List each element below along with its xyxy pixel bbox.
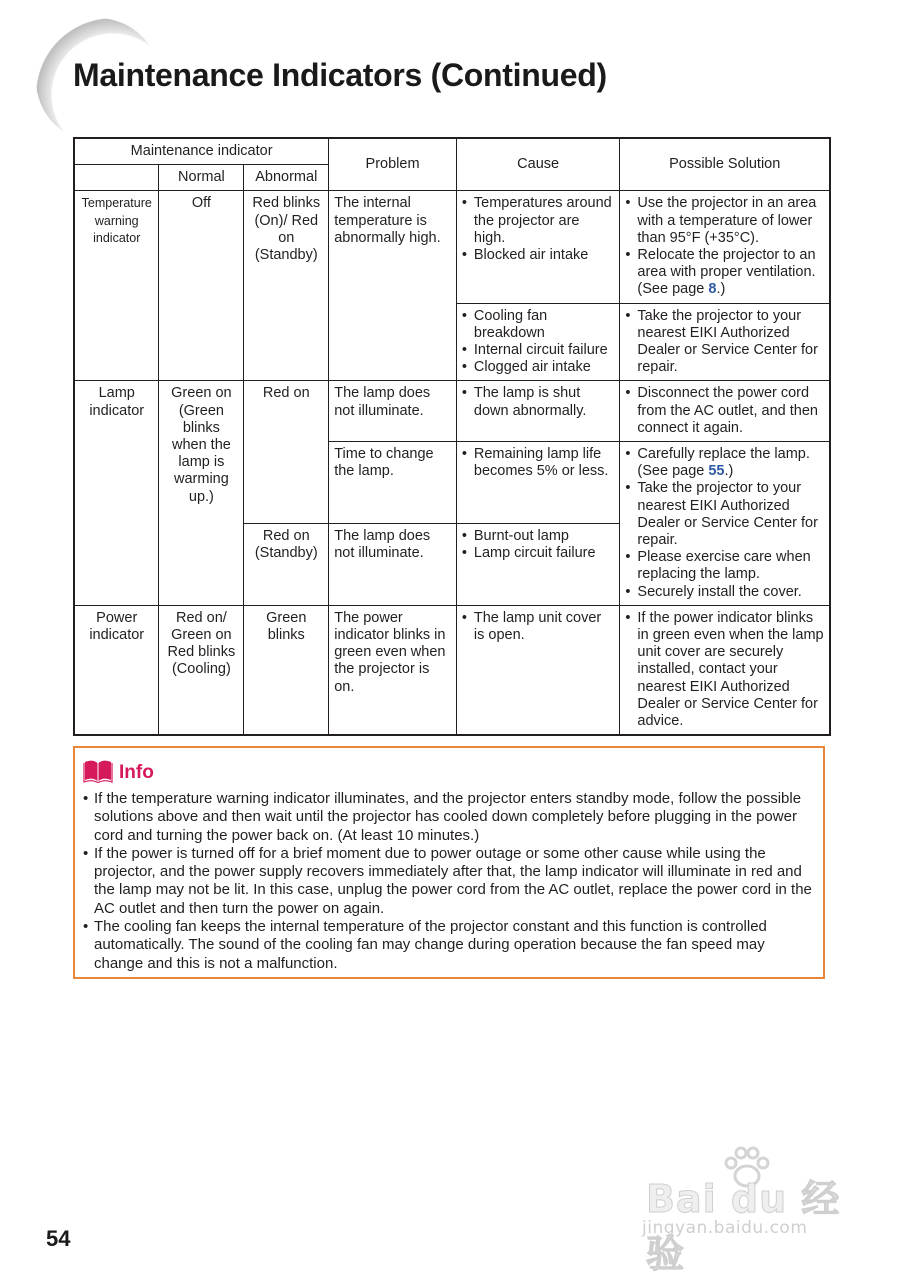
cause-lamp-1 — [456, 381, 620, 442]
solution-temperature-1 — [620, 191, 830, 303]
list-item: • Disconnect the power cord from the AC outlet, and then connect it again. — [625, 385, 824, 437]
book-icon — [83, 759, 113, 788]
watermark-brand: Bai du 经验 — [646, 1177, 841, 1276]
solution-temperature-2 — [620, 303, 830, 381]
maintenance-table — [73, 137, 831, 736]
watermark — [640, 1168, 850, 1276]
indicator-power: Power indicator — [74, 605, 159, 735]
list-item: • Relocate the projector to an area with proper ventilation. (See page 8.) — [625, 247, 824, 299]
normal-lamp: Green on (Green blinks when the lamp is warming up.) — [159, 381, 244, 605]
header-problem: Problem — [329, 138, 457, 191]
list-item: • The lamp is shut down abnormally. — [462, 385, 615, 419]
problem-power: The power indicator blinks in green even when the projector is on. — [329, 605, 457, 735]
list-item: • Burnt-out lamp — [462, 528, 615, 545]
cause-lamp-3 — [456, 523, 620, 605]
solution-lamp-1 — [620, 381, 830, 442]
list-item: • Use the projector in an area with a temperature of lower than 95°F (+35°C). — [625, 195, 824, 247]
normal-temperature: Off — [159, 191, 244, 381]
problem-temperature: The internal temperature is abnormally high. — [329, 191, 457, 381]
cause-temperature-2 — [456, 303, 620, 381]
info-box — [73, 746, 825, 979]
list-item: • Lamp circuit failure — [462, 545, 615, 562]
header-normal: Normal — [159, 165, 244, 191]
cause-temperature-1 — [456, 191, 620, 303]
abnormal-temperature: Red blinks (On)/ Red on (Standby) — [244, 191, 329, 381]
header-abnormal: Abnormal — [244, 165, 329, 191]
list-item: • The cooling fan keeps the internal temperature of the projector constant and this function is controlled automatically. The sound of the cooling fan may change during operation because the fan speed may change and this is not a malfunction. — [83, 918, 813, 973]
table-row — [74, 605, 830, 735]
header-cause: Cause — [456, 138, 620, 191]
list-item: • Temperatures around the projector are high. — [462, 195, 615, 247]
abnormal-lamp-3: Red on (Standby) — [244, 523, 329, 605]
list-item: • Internal circuit failure — [462, 342, 615, 359]
page-number: 54 — [46, 1226, 71, 1251]
problem-lamp-2: Time to change the lamp. — [329, 442, 457, 524]
page-reference-link[interactable]: 8 — [708, 281, 717, 298]
info-title: Info — [119, 762, 154, 783]
list-item: • The lamp unit cover is open. — [462, 610, 615, 644]
abnormal-power: Green blinks — [244, 605, 329, 735]
list-item: • Clogged air intake — [462, 359, 615, 376]
header-solution: Possible Solution — [620, 138, 830, 191]
page-title: Maintenance Indicators (Continued) — [73, 57, 607, 93]
list-item: • Carefully replace the lamp. (See page 55.) — [625, 446, 824, 480]
info-header — [83, 760, 813, 786]
cause-power — [456, 605, 620, 735]
header-row — [74, 138, 830, 165]
list-item: • Remaining lamp life becomes 5% or less. — [462, 446, 615, 480]
list-item: • Cooling fan breakdown — [462, 308, 615, 342]
normal-power: Red on/ Green on Red blinks (Cooling) — [159, 605, 244, 735]
problem-lamp-1: The lamp does not illuminate. — [329, 381, 457, 442]
problem-lamp-3: The lamp does not illuminate. — [329, 523, 457, 605]
table-row — [74, 191, 830, 303]
list-item: • Take the projector to your nearest EIKI Authorized Dealer or Service Center for repair. — [625, 480, 824, 549]
page-reference-link[interactable]: 55 — [708, 463, 725, 480]
watermark-url: jingyan.baidu.com — [642, 1218, 808, 1238]
list-item: • If the power is turned off for a brief moment due to power outage or some other cause while using the projector, and the power supply recovers immediately after that, the lamp indicator will illuminate in red and the lamp may not be lit. In this case, unplug the power cord from the AC outlet, replace the power cord in the AC outlet and then turn the power on again. — [83, 845, 813, 918]
list-item: • Securely install the cover. — [625, 584, 824, 601]
cause-lamp-2 — [456, 442, 620, 524]
info-list — [83, 790, 813, 973]
indicator-lamp: Lamp indicator — [74, 381, 159, 605]
indicator-temperature: Temperature warning indicator — [74, 191, 159, 381]
list-item: • Blocked air intake — [462, 247, 615, 264]
list-item: • Take the projector to your nearest EIKI Authorized Dealer or Service Center for repair. — [625, 308, 824, 377]
abnormal-lamp-1: Red on — [244, 381, 329, 524]
solution-lamp-2 — [620, 442, 830, 606]
header-maintenance-indicator: Maintenance indicator — [74, 138, 329, 165]
list-item: • Please exercise care when replacing the lamp. — [625, 549, 824, 583]
table-row — [74, 381, 830, 442]
list-item: • If the temperature warning indicator illuminates, and the projector enters standby mode, follow the possible solutions above and then wait until the projector has cooled down completely before plugging in the power cord and turning the power back on. (At least 10 minutes.) — [83, 790, 813, 845]
solution-power — [620, 605, 830, 735]
list-item: • If the power indicator blinks in green even when the lamp unit cover are securely installed, contact your nearest EIKI Authorized Dealer or Service Center for advice. — [625, 610, 824, 730]
